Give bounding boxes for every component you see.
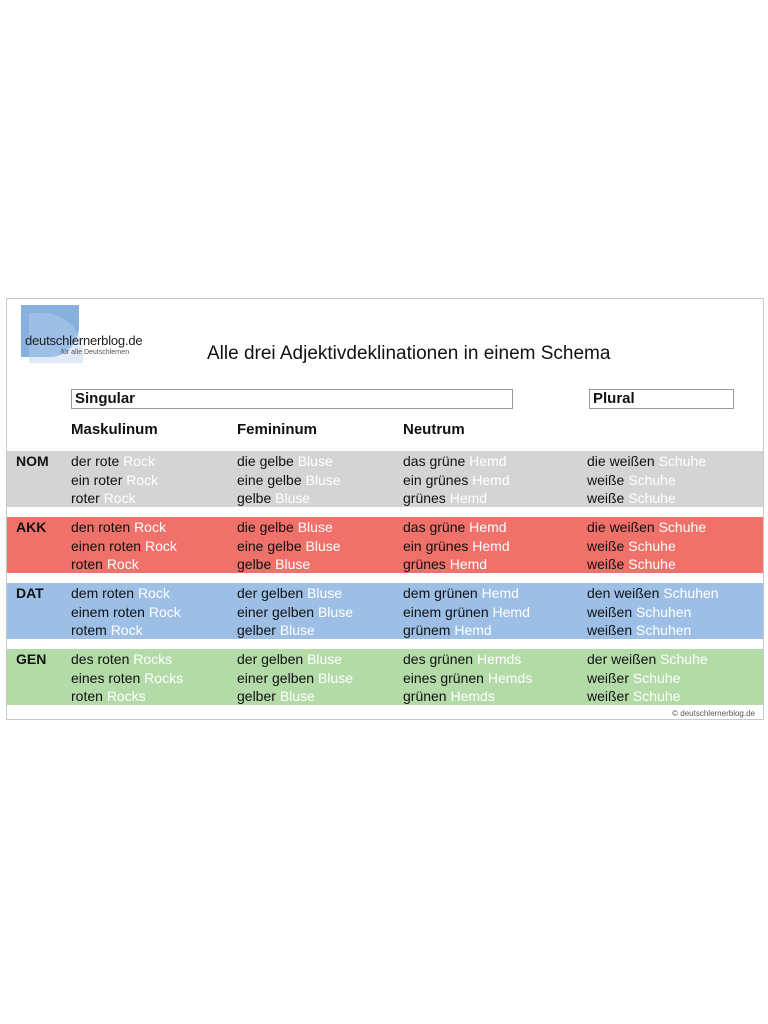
noun: Bluse: [317, 603, 353, 620]
article-adjective: ein grünes: [403, 537, 469, 554]
article-adjective: einen roten: [71, 537, 142, 554]
article-adjective: eines grünen: [403, 669, 484, 686]
noun: Rock: [106, 556, 139, 572]
noun: Hemd: [481, 585, 519, 601]
article-adjective: eine gelbe: [237, 471, 302, 488]
declension-cell: [237, 650, 353, 706]
declension-line: [71, 621, 181, 640]
noun: Bluse: [279, 688, 315, 704]
declension-line: [587, 489, 706, 508]
article-adjective: den weißen: [587, 585, 660, 601]
declension-cell: [71, 650, 183, 706]
article-adjective: weißen: [587, 622, 633, 638]
declension-line: [237, 687, 353, 706]
noun: Bluse: [307, 651, 343, 667]
article-adjective: grünem: [403, 622, 451, 638]
noun: Hemds: [450, 688, 495, 704]
article-adjective: die weißen: [587, 453, 655, 469]
article-adjective: einem grünen: [403, 603, 489, 620]
article-adjective: gelber: [237, 688, 276, 704]
declension-line: [71, 603, 181, 622]
noun: Rocks: [106, 688, 146, 704]
noun: Rocks: [133, 651, 173, 667]
declension-line: [237, 452, 341, 471]
declension-line: [403, 603, 530, 622]
declension-line: [71, 669, 183, 688]
article-adjective: das grüne: [403, 453, 466, 469]
declension-line: [403, 471, 510, 490]
singular-header: Singular: [71, 389, 513, 409]
declension-line: [71, 518, 177, 537]
noun: Rock: [134, 519, 166, 535]
article-adjective: der gelben: [237, 585, 304, 601]
article-adjective: einem roten: [71, 603, 145, 620]
case-label: AKK: [16, 519, 47, 535]
article-adjective: den roten: [71, 519, 131, 535]
declension-line: [237, 584, 353, 603]
declension-line: [237, 489, 341, 508]
declension-line: [71, 584, 181, 603]
article-adjective: roten: [71, 556, 103, 572]
noun: Schuhen: [636, 603, 692, 620]
noun: Rock: [126, 471, 159, 488]
noun: Hemd: [472, 471, 510, 488]
plural-header: Plural: [589, 389, 734, 409]
declension-line: [587, 584, 719, 603]
noun: Rock: [110, 622, 143, 638]
declension-line: [237, 669, 353, 688]
article-adjective: der rote: [71, 453, 120, 469]
declension-line: [587, 471, 706, 490]
declension-cell: [587, 452, 706, 508]
article-adjective: grünen: [403, 688, 447, 704]
noun: Schuhe: [658, 519, 707, 535]
declension-line: [71, 537, 177, 556]
noun: Bluse: [297, 519, 333, 535]
declension-cell: [237, 518, 341, 574]
noun: Hemds: [476, 651, 522, 667]
declension-line: [403, 555, 510, 574]
article-adjective: grünes: [403, 556, 446, 572]
noun: Rock: [144, 537, 177, 554]
case-label: NOM: [16, 453, 49, 469]
noun: Rocks: [144, 669, 184, 686]
declension-line: [403, 489, 510, 508]
declension-cell: [403, 584, 530, 640]
article-adjective: weißer: [587, 669, 630, 686]
column-header-femininum: Femininum: [237, 421, 318, 438]
declension-line: [71, 555, 177, 574]
article-adjective: die weißen: [587, 519, 655, 535]
noun: Bluse: [275, 490, 311, 506]
declension-line: [237, 537, 341, 556]
declension-line: [403, 537, 510, 556]
article-adjective: die gelbe: [237, 453, 294, 469]
noun: Schuhe: [628, 537, 676, 554]
declension-line: [237, 518, 341, 537]
article-adjective: eine gelbe: [237, 537, 302, 554]
noun: Schuhe: [632, 688, 681, 704]
noun: Hemds: [487, 669, 533, 686]
noun: Hemd: [449, 490, 488, 506]
declension-line: [403, 621, 530, 640]
noun: Rock: [148, 603, 181, 620]
noun: Hemd: [492, 603, 530, 620]
noun: Schuhe: [628, 471, 676, 488]
noun: Schuhe: [628, 556, 676, 572]
article-adjective: der gelben: [237, 651, 304, 667]
article-adjective: dem roten: [71, 585, 135, 601]
declension-line: [587, 518, 706, 537]
noun: Bluse: [317, 669, 353, 686]
declension-cell: [237, 452, 341, 508]
article-adjective: die gelbe: [237, 519, 294, 535]
declension-line: [587, 537, 706, 556]
article-adjective: roter: [71, 490, 100, 506]
noun: Bluse: [305, 471, 341, 488]
noun: Bluse: [297, 453, 333, 469]
declension-line: [237, 621, 353, 640]
article-adjective: das grüne: [403, 519, 466, 535]
declension-cell: [71, 518, 177, 574]
article-adjective: gelbe: [237, 556, 272, 572]
article-adjective: des roten: [71, 651, 130, 667]
logo-text: deutschlernerblog.de: [25, 333, 143, 348]
noun: Bluse: [275, 556, 311, 572]
declension-line: [71, 687, 183, 706]
declension-line: [403, 584, 530, 603]
declension-chart: [6, 298, 764, 720]
column-header-neutrum: Neutrum: [403, 421, 465, 438]
article-adjective: weißer: [587, 688, 630, 704]
declension-cell: [587, 518, 706, 574]
declension-cell: [587, 584, 719, 640]
declension-line: [587, 669, 708, 688]
declension-line: [237, 650, 353, 669]
declension-cell: [403, 650, 532, 706]
declension-line: [403, 687, 532, 706]
article-adjective: rotem: [71, 622, 107, 638]
article-adjective: ein grünes: [403, 471, 469, 488]
article-adjective: gelber: [237, 622, 276, 638]
article-adjective: gelbe: [237, 490, 272, 506]
article-adjective: grünes: [403, 490, 446, 506]
declension-cell: [71, 584, 181, 640]
declension-line: [403, 650, 532, 669]
noun: Rock: [123, 453, 156, 469]
declension-cell: [71, 452, 158, 508]
noun: Rock: [103, 490, 136, 506]
noun: Schuhe: [628, 490, 676, 506]
declension-line: [587, 650, 708, 669]
declension-cell: [403, 518, 510, 574]
noun: Bluse: [279, 622, 315, 638]
article-adjective: weiße: [587, 471, 625, 488]
noun: Hemd: [472, 537, 510, 554]
declension-line: [403, 669, 532, 688]
noun: Schuhen: [663, 585, 719, 601]
article-adjective: weiße: [587, 490, 625, 506]
declension-line: [403, 518, 510, 537]
declension-line: [587, 603, 719, 622]
article-adjective: eines roten: [71, 669, 141, 686]
noun: Bluse: [305, 537, 341, 554]
column-header-maskulinum: Maskulinum: [71, 421, 158, 438]
declension-line: [71, 650, 183, 669]
article-adjective: weiße: [587, 537, 625, 554]
declension-line: [403, 452, 510, 471]
declension-line: [71, 452, 158, 471]
logo[interactable]: [21, 305, 181, 363]
article-adjective: weißen: [587, 603, 633, 620]
article-adjective: roten: [71, 688, 103, 704]
article-adjective: weiße: [587, 556, 625, 572]
declension-line: [237, 603, 353, 622]
copyright: © deutschlernerblog.de: [672, 709, 755, 718]
noun: Schuhe: [658, 453, 707, 469]
declension-cell: [403, 452, 510, 508]
article-adjective: der weißen: [587, 651, 657, 667]
declension-line: [587, 621, 719, 640]
noun: Hemd: [469, 453, 507, 469]
case-label: GEN: [16, 651, 47, 667]
article-adjective: ein roter: [71, 471, 123, 488]
noun: Hemd: [454, 622, 492, 638]
declension-line: [237, 471, 341, 490]
declension-cell: [587, 650, 708, 706]
case-label: DAT: [16, 585, 44, 601]
declension-cell: [237, 584, 353, 640]
noun: Schuhe: [632, 669, 681, 686]
noun: Bluse: [307, 585, 343, 601]
article-adjective: einer gelben: [237, 603, 315, 620]
declension-line: [71, 489, 158, 508]
noun: Hemd: [469, 519, 507, 535]
row-nom: [7, 451, 763, 507]
row-dat: [7, 583, 763, 639]
chart-title: Alle drei Adjektivdeklinationen in einem Schema: [207, 343, 611, 364]
article-adjective: dem grünen: [403, 585, 478, 601]
declension-line: [587, 687, 708, 706]
row-akk: [7, 517, 763, 573]
noun: Schuhen: [636, 622, 692, 638]
logo-subtext: für alle Deutschlernen: [61, 349, 130, 356]
declension-line: [587, 452, 706, 471]
declension-line: [71, 471, 158, 490]
declension-line: [237, 555, 341, 574]
row-gen: [7, 649, 763, 705]
article-adjective: einer gelben: [237, 669, 315, 686]
article-adjective: des grünen: [403, 651, 474, 667]
noun: Rock: [137, 585, 170, 601]
declension-line: [587, 555, 706, 574]
noun: Schuhe: [660, 651, 708, 667]
noun: Hemd: [449, 556, 488, 572]
